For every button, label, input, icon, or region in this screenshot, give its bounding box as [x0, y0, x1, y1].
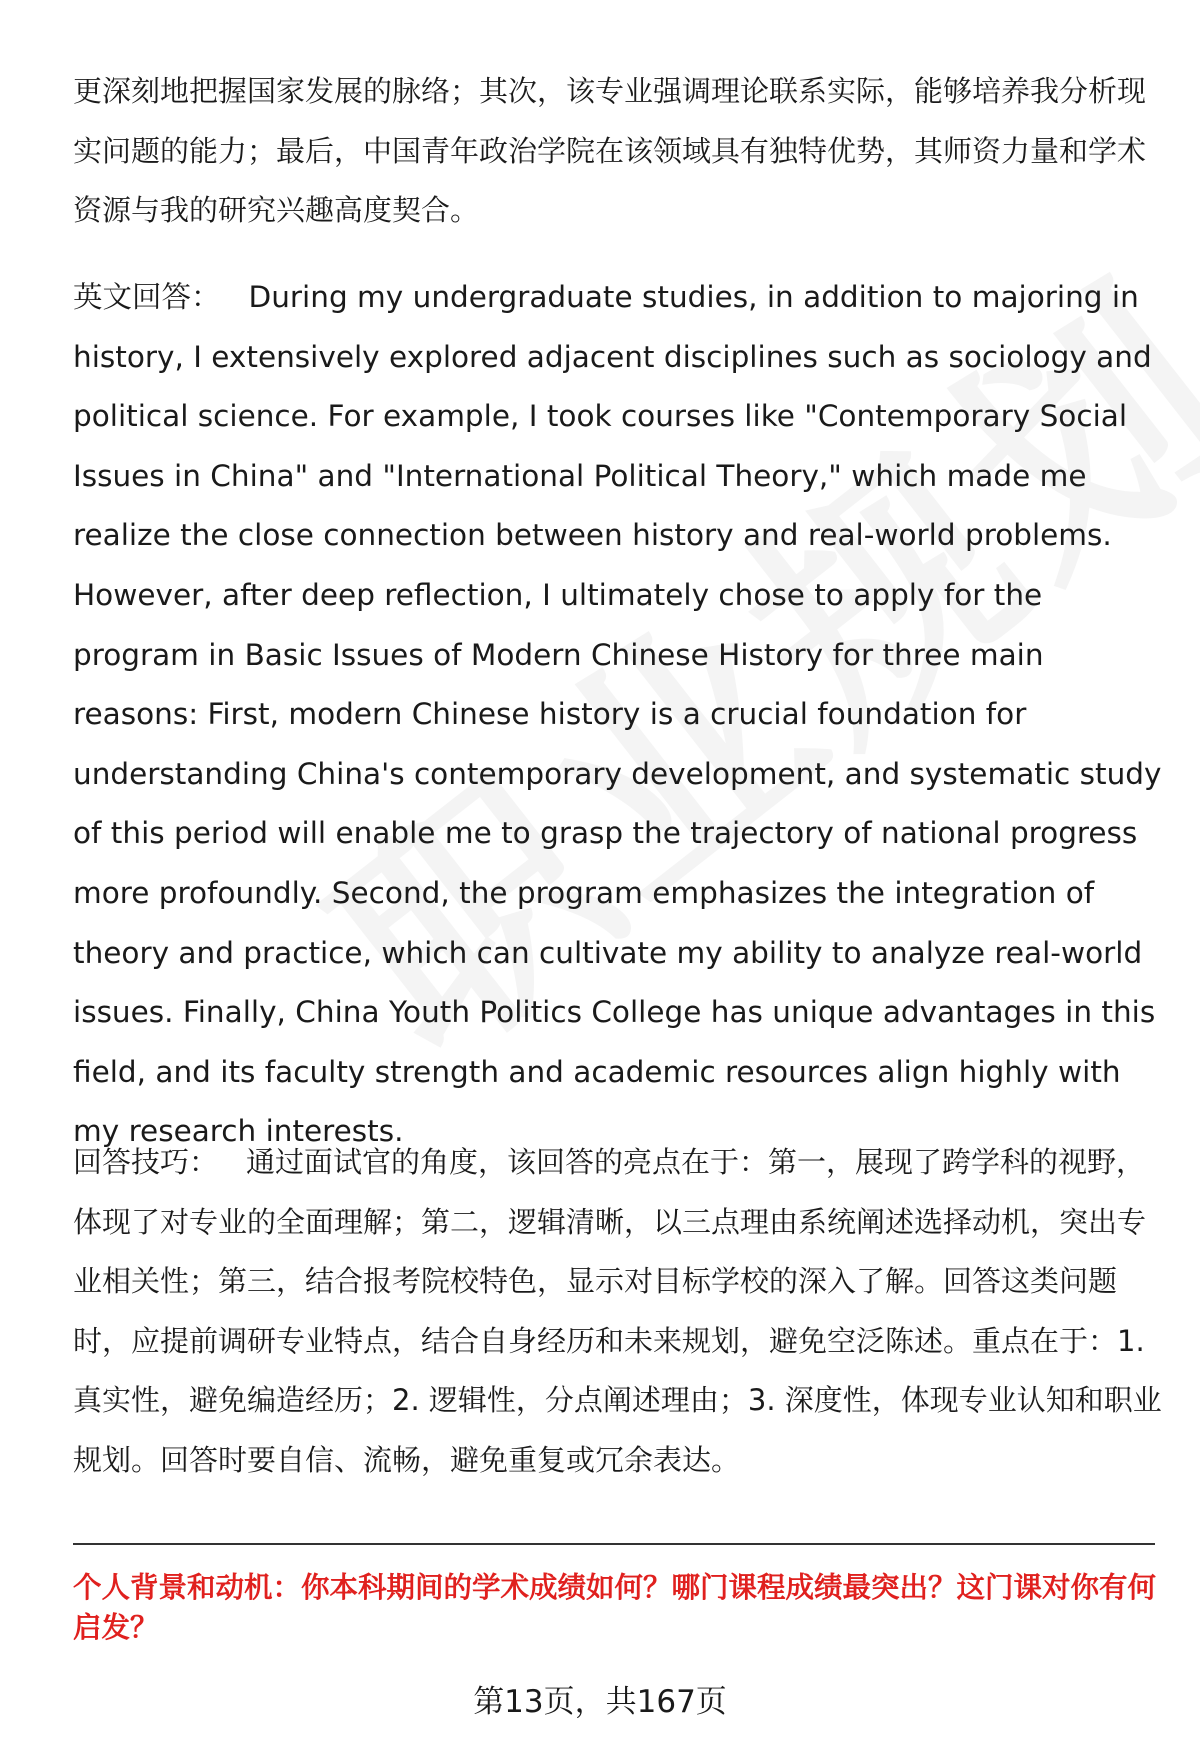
answer-continuation-text: 更深刻地把握国家发展的脉络；其次，该专业强调理论联系实际，能够培养我分析现实问题的能力；最后，中国青年政治学院在该领域具有独特优势，其师资力量和学术资源与我的研究兴趣高度契合。 — [73, 74, 1147, 227]
page-number-footer: 第13页，共167页 — [473, 1684, 727, 1720]
answer-tips-label: 回答技巧： — [73, 1145, 219, 1179]
answer-continuation-paragraph — [73, 62, 1163, 241]
next-question-heading: 个人背景和动机：你本科期间的学术成绩如何？哪门课程成绩最突出？这门课对你有何启发？ — [73, 1571, 1157, 1644]
answer-tips-text: 通过面试官的角度，该回答的亮点在于：第一，展现了跨学科的视野，体现了对专业的全面理解；第二，逻辑清晰，以三点理由系统阐述选择动机，突出专业相关性；第三，结合报考院校特色，显示对目标学校的深入了解。回答这类问题时，应提前调研专业特点，结合自身经历和未来规划，避免空泛陈述。重点在于：1. 真实性，避免编造经历；2. 逻辑性，分点阐述理由；3. 深度性，体现专业认知和职业规划。回答时要自信、流畅，避免重复或冗余表达。 — [73, 1145, 1162, 1477]
section-divider — [73, 1543, 1155, 1545]
english-answer-paragraph — [73, 268, 1163, 1162]
english-answer-text: During my undergraduate studies, in addition to majoring in history, I extensively explored adjacent disciplines such as sociology and political science. For example, I took courses like "Contemporary Social Issues in China" and "International Political Theory," which made me realize the close connection between history and real-world problems. However, after deep reflection, I ultimately chose to apply for the program in Basic Issues of Modern Chinese History for three main reasons: First, modern Chinese history is a crucial foundation for understanding China's contemporary development, and systematic study of this period will enable me to grasp the trajectory of national progress more profoundly. Second, the program emphasizes the integration of theory and practice, which can cultivate my ability to analyze real-world issues. Finally, China Youth Politics College has unique advantages in this field, and its faculty strength and academic resources align highly with my research interests. — [73, 280, 1162, 1149]
english-answer-label: 英文回答： — [73, 280, 221, 314]
answer-tips-paragraph — [73, 1133, 1163, 1490]
